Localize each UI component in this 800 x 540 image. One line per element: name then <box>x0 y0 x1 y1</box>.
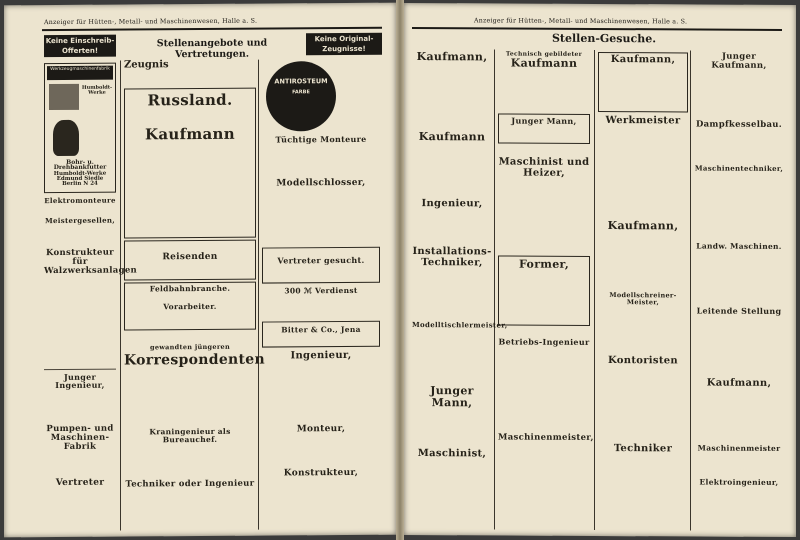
gesuch-modellschreiner <box>598 292 688 352</box>
header-rule <box>42 27 382 31</box>
headline: Reisenden <box>162 251 218 263</box>
gesuch-technisch-kaufmann <box>498 51 590 111</box>
column-divider <box>494 49 495 529</box>
headline: Bitter & Co., Jena <box>281 324 361 335</box>
ad-ingenieur <box>262 351 380 422</box>
ad-konstrukteur-right <box>262 469 380 520</box>
headline: Modellschreiner-Meister, <box>609 291 677 307</box>
headline: Installations-Techniker, <box>412 246 492 268</box>
gesuch-kaufmann-1 <box>412 51 492 127</box>
gesuch-kaufmann-3 <box>598 52 688 112</box>
headline: Meistergesellen, <box>44 215 116 226</box>
subheadline: gewandten jüngeren <box>149 342 231 352</box>
headline: Maschinenmeister, <box>498 432 594 443</box>
gesuch-ingenieur <box>412 199 492 243</box>
gesuch-junger-kaufmann <box>694 52 784 116</box>
headline: Ingenieur, <box>290 349 352 362</box>
gesuch-former <box>498 255 590 325</box>
ad-monteur <box>262 425 380 466</box>
headline: Maschinist, <box>417 448 487 460</box>
gesuch-junger-mann-2 <box>498 113 590 143</box>
book-gutter <box>396 0 404 540</box>
gesuch-maschinenmeister <box>498 432 594 519</box>
headline: Dampfkesselbau. <box>695 119 783 130</box>
headline: Korrespondenten <box>124 351 265 369</box>
header-box-right: Keine Original-Zeugnisse! <box>306 33 382 56</box>
column-divider <box>690 50 691 530</box>
headline: Maschinentechniker, <box>694 163 784 173</box>
humboldt-address: Humboldt-Werke Edmund Siedle Berlin N 24 <box>53 170 107 188</box>
headline: Kaufmann, <box>610 54 676 66</box>
ad-konstrukteur <box>44 247 138 368</box>
headline: Tüchtige Monteure <box>275 133 367 145</box>
right-page-title: Stellen-Gesuche. <box>551 31 657 46</box>
humboldt-ad <box>44 63 116 194</box>
ad-elektromonteure <box>44 197 116 216</box>
gesuch-techniker <box>598 444 688 520</box>
headline: Landw. Maschinen. <box>696 241 782 251</box>
gesuch-werkmeister <box>598 116 688 216</box>
gesuch-maschinenmeister-2 <box>694 444 784 474</box>
headline: Ingenieur, <box>421 198 483 210</box>
stamp-subtext: FARBE <box>292 89 310 96</box>
ad-monteure <box>262 135 380 176</box>
gesuch-leitende <box>694 306 784 374</box>
headline: Modellschlosser, <box>276 177 366 189</box>
headline: Junger Mann, <box>511 115 577 126</box>
figure-illustration <box>53 120 79 156</box>
ad-pumpen <box>44 425 116 476</box>
headline: Junger Mann, <box>430 384 474 409</box>
headline: Kaufmann, <box>416 50 488 64</box>
gesuch-kontoristen <box>598 356 688 440</box>
ad-reisenden <box>124 240 256 281</box>
header-rule <box>412 27 782 30</box>
gesuch-dampfkesselbau <box>694 120 784 160</box>
headline: Vertreter <box>55 477 105 489</box>
left-page <box>4 3 396 538</box>
running-head-right: Anzeiger für Hütten-, Metall- und Maschinenwesen, Halle a. S. <box>474 17 688 26</box>
gesuch-betriebs-ingenieur <box>498 329 590 429</box>
header-box-left: Keine Einschreib-Offerten! <box>44 35 116 58</box>
gesuch-maschinist-heizer <box>498 147 590 251</box>
gesuch-kaufmann-2 <box>412 131 492 195</box>
headline: Russland. <box>147 90 233 110</box>
ad-zeugnis <box>124 59 254 87</box>
headline: Junger Ingenieur, <box>55 371 105 391</box>
ad-meistergesellen <box>44 217 116 248</box>
headline: Kaufmann <box>418 130 486 144</box>
headline: Betriebs-Ingenieur <box>498 336 590 347</box>
headline: Junger Kaufmann, <box>711 51 767 71</box>
gesuch-junger-mann <box>412 385 492 445</box>
machine-illustration <box>49 84 79 110</box>
gesuch-modelltischlermeister <box>412 320 508 381</box>
headline: Kaufmann <box>510 56 578 71</box>
headline: Werkmeister <box>605 115 681 127</box>
headline: Maschinenmeister <box>697 443 781 453</box>
headline: 300 ℳ Verdienst <box>284 285 358 296</box>
headline: Leitende Stellung <box>696 305 782 316</box>
ad-korrespondenten <box>124 334 265 405</box>
gesuch-installations <box>412 247 492 317</box>
headline: Konstrukteur für Walzwerksanlagen <box>44 247 138 276</box>
headline: Maschinist und Heizer, <box>498 156 590 179</box>
humboldt-name: Humboldt-Werke <box>81 84 113 96</box>
headline: Kaufmann, <box>607 219 679 233</box>
column-divider <box>120 61 121 531</box>
headline: Former, <box>519 257 569 271</box>
stamp-text: ANTIROSTEUM <box>274 77 328 86</box>
gesuch-kaufmann-4 <box>598 220 688 288</box>
column-divider <box>258 60 259 530</box>
separator <box>44 369 116 370</box>
company-banner: Werkzeugmaschinenfabrik <box>47 66 113 80</box>
headline: Kontoristen <box>608 355 678 367</box>
ad-junger-ingenieur <box>44 373 116 422</box>
right-page <box>404 3 796 537</box>
headline: Techniker oder Ingenieur <box>125 478 255 490</box>
left-page-title: Stellenangebote und Vertretungen. <box>156 37 268 61</box>
headline: Elektromonteure <box>44 195 116 206</box>
headline: Kraningenieur als Bureauchef. <box>149 426 231 445</box>
bohr-title: Bohr- u. Drehbankfutter <box>53 158 107 172</box>
ad-vertreter <box>44 479 116 520</box>
headline: Feldbahnbranche. <box>149 283 231 294</box>
gesuch-landw <box>694 242 784 302</box>
headline: Pumpen- und Maschinen-Fabrik <box>46 423 114 452</box>
gesuch-elektroingenieur <box>694 478 784 520</box>
running-head-left: Anzeiger für Hütten-, Metall- und Maschinenwesen, Halle a. S. <box>44 17 258 27</box>
subheadline: Kaufmann <box>145 124 235 144</box>
headline: Modelltischlermeister, <box>412 320 508 330</box>
ad-vertreter-gesucht <box>262 247 380 284</box>
headline: Techniker <box>613 443 673 455</box>
gesuch-kaufmann-5 <box>694 378 784 440</box>
headline: Vertreter gesucht. <box>277 254 365 266</box>
ad-bitter <box>262 321 380 348</box>
headline: Monteur, <box>296 423 346 435</box>
headline: Zeugnis <box>124 59 169 71</box>
antirosteum-stamp <box>266 61 336 131</box>
ad-kraningenieur <box>124 408 256 467</box>
ad-russland <box>124 88 256 239</box>
ad-feldbahn <box>124 282 256 331</box>
subheadline: Vorarbeiter. <box>163 301 217 312</box>
subheadline: Technisch gebildeter <box>505 50 583 58</box>
ad-verdienst <box>262 287 380 318</box>
column-divider <box>594 50 595 530</box>
ad-modellschlosser <box>262 179 380 244</box>
headline: Konstrukteur, <box>283 467 359 479</box>
headline: Elektroingenieur, <box>699 477 779 487</box>
gesuch-maschinentechniker <box>694 164 784 238</box>
ad-techniker <box>124 470 256 521</box>
headline: Kaufmann, <box>706 377 772 389</box>
gesuch-maschinist <box>412 449 492 519</box>
